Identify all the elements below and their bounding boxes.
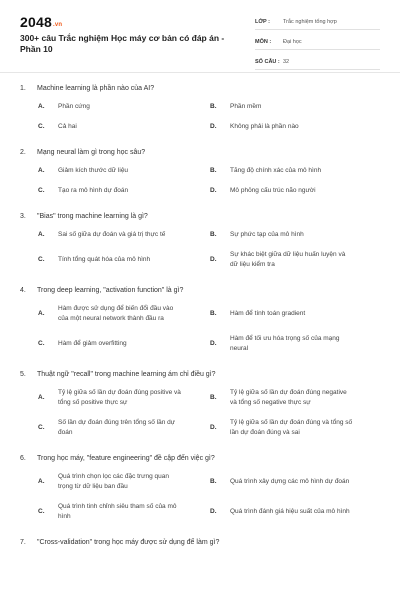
option-text: Số lần dự đoán đúng trên tổng số lần dự đoán bbox=[58, 419, 176, 436]
header-divider bbox=[0, 72, 400, 73]
question-item bbox=[20, 82, 380, 132]
answer-option[interactable] bbox=[20, 230, 192, 240]
meta-value: 32 bbox=[283, 58, 290, 65]
answer-options bbox=[20, 166, 380, 196]
option-letter: A. bbox=[38, 478, 45, 485]
answer-option[interactable] bbox=[20, 472, 192, 492]
question-text bbox=[20, 146, 380, 159]
option-letter: B. bbox=[210, 310, 217, 317]
meta-value: Đại học bbox=[283, 38, 302, 45]
question-text bbox=[20, 536, 380, 549]
option-text: Tỷ lệ giữa số lần dự đoán đúng negative và tổng số negative thực sự bbox=[230, 389, 347, 406]
answer-option[interactable] bbox=[20, 250, 192, 270]
option-text: Sự khác biệt giữa dữ liệu huấn luyện và dữ liệu kiểm tra bbox=[230, 251, 346, 268]
document-meta bbox=[255, 14, 380, 70]
option-letter: A. bbox=[38, 394, 45, 401]
option-letter: B. bbox=[210, 478, 217, 485]
answer-option[interactable] bbox=[192, 418, 364, 438]
question-prompt: Trong deep learning, "activation function" là gì? bbox=[37, 287, 184, 294]
question-number: 1. bbox=[20, 85, 26, 92]
option-letter: D. bbox=[210, 123, 217, 130]
answer-option[interactable] bbox=[192, 472, 364, 492]
option-text: Quá trình xây dựng các mô hình dự đoán bbox=[230, 478, 350, 485]
option-letter: A. bbox=[38, 310, 45, 317]
option-text: Cả hai bbox=[58, 123, 77, 130]
option-text: Hàm để giảm overfitting bbox=[58, 340, 127, 347]
question-item bbox=[20, 146, 380, 196]
answer-option[interactable] bbox=[20, 334, 192, 354]
answer-options bbox=[20, 304, 380, 354]
option-text: Sự phức tạp của mô hình bbox=[230, 231, 304, 238]
option-letter: C. bbox=[38, 424, 45, 431]
option-letter: D. bbox=[210, 187, 217, 194]
meta-label: SỐ CÂU : bbox=[255, 58, 280, 65]
option-letter: B. bbox=[210, 167, 217, 174]
option-letter: C. bbox=[38, 340, 45, 347]
question-item bbox=[20, 284, 380, 354]
answer-option[interactable] bbox=[192, 334, 364, 354]
option-letter: D. bbox=[210, 424, 217, 431]
meta-value: Trắc nghiệm tổng hợp bbox=[283, 18, 337, 25]
answer-option[interactable] bbox=[192, 102, 364, 112]
question-number: 5. bbox=[20, 371, 26, 378]
question-item bbox=[20, 210, 380, 270]
option-text: Tăng độ chính xác của mô hình bbox=[230, 167, 322, 174]
question-text bbox=[20, 210, 380, 223]
question-item bbox=[20, 368, 380, 438]
option-letter: C. bbox=[38, 187, 45, 194]
option-letter: D. bbox=[210, 256, 217, 263]
answer-option[interactable] bbox=[20, 304, 192, 324]
question-prompt: Thuật ngữ "recall" trong machine learning ám chỉ điều gì? bbox=[37, 371, 216, 378]
answer-option[interactable] bbox=[192, 230, 364, 240]
option-text: Tạo ra mô hình dự đoán bbox=[58, 187, 129, 194]
logo-tld: .vn bbox=[52, 22, 63, 28]
site-logo[interactable] bbox=[20, 14, 62, 30]
answer-option[interactable] bbox=[20, 502, 192, 522]
question-prompt: Mạng neural làm gì trong học sâu? bbox=[37, 149, 146, 156]
option-letter: C. bbox=[38, 256, 45, 263]
option-text: Quá trình chọn lọc các đặc trưng quan trọng từ dữ liệu ban đầu bbox=[58, 473, 169, 490]
answer-options bbox=[20, 230, 380, 270]
option-text: Sai số giữa dự đoán và giá trị thực tế bbox=[58, 231, 166, 238]
answer-option[interactable] bbox=[192, 388, 364, 408]
option-text: Tính tổng quát hóa của mô hình bbox=[58, 256, 151, 263]
question-prompt: Machine learning là phần nào của AI? bbox=[37, 85, 155, 92]
logo-main: 2048 bbox=[20, 14, 52, 30]
meta-row-count bbox=[255, 54, 380, 70]
option-text: Tỷ lệ giữa số lần dự đoán đúng và tổng số lần dự đoán đúng và sai bbox=[230, 419, 353, 436]
question-prompt: "Cross-validation" trong học máy được sử dụng để làm gì? bbox=[37, 539, 220, 546]
option-text: Phần mềm bbox=[230, 103, 262, 110]
answer-option[interactable] bbox=[192, 250, 364, 270]
meta-label: MÔN : bbox=[255, 38, 272, 45]
question-list bbox=[20, 82, 380, 563]
question-prompt: Trong học máy, "feature engineering" đề cập đến việc gì? bbox=[37, 455, 215, 462]
answer-option[interactable] bbox=[192, 304, 364, 324]
question-number: 2. bbox=[20, 149, 26, 156]
question-item bbox=[20, 536, 380, 549]
document-header bbox=[0, 0, 400, 72]
question-text bbox=[20, 284, 380, 297]
answer-options bbox=[20, 102, 380, 132]
answer-option[interactable] bbox=[20, 122, 192, 132]
question-prompt: "Bias" trong machine learning là gì? bbox=[37, 213, 148, 220]
option-text: Không phải là phần nào bbox=[230, 123, 299, 130]
answer-option[interactable] bbox=[20, 166, 192, 176]
question-number: 3. bbox=[20, 213, 26, 220]
question-number: 6. bbox=[20, 455, 26, 462]
answer-option[interactable] bbox=[20, 418, 192, 438]
question-text bbox=[20, 452, 380, 465]
option-text: Hàm để tính toán gradient bbox=[230, 310, 306, 317]
option-letter: B. bbox=[210, 231, 217, 238]
meta-row-subject bbox=[255, 34, 380, 50]
answer-option[interactable] bbox=[192, 122, 364, 132]
answer-option[interactable] bbox=[20, 388, 192, 408]
option-letter: C. bbox=[38, 123, 45, 130]
option-letter: B. bbox=[210, 103, 217, 110]
question-text bbox=[20, 82, 380, 95]
question-item bbox=[20, 452, 380, 522]
option-text: Hàm để tối ưu hóa trọng số của mạng neural bbox=[230, 335, 340, 352]
question-text bbox=[20, 368, 380, 381]
option-letter: D. bbox=[210, 340, 217, 347]
option-letter: C. bbox=[38, 508, 45, 515]
option-text: Hàm được sử dụng để biến đổi đầu vào của một neural network thành đầu ra bbox=[58, 305, 174, 322]
option-text: Quá trình tinh chỉnh siêu tham số của mô hình bbox=[58, 503, 177, 520]
question-number: 4. bbox=[20, 287, 26, 294]
question-number: 7. bbox=[20, 539, 26, 546]
answer-option[interactable] bbox=[20, 186, 192, 196]
option-text: Phần cứng bbox=[58, 103, 90, 110]
meta-row-class bbox=[255, 14, 380, 30]
answer-options bbox=[20, 388, 380, 438]
answer-options bbox=[20, 472, 380, 522]
option-text: Tỷ lệ giữa số lần dự đoán đúng positive và tổng số positive thực sự bbox=[58, 389, 181, 406]
option-text: Quá trình đánh giá hiệu suất của mô hình bbox=[230, 508, 350, 515]
answer-option[interactable] bbox=[192, 502, 364, 522]
option-text: Mô phỏng cấu trúc não người bbox=[230, 187, 316, 194]
page-title: 300+ câu Trắc nghiệm Học máy cơ bản có đáp án - Phần 10 bbox=[20, 33, 225, 54]
option-text: Giảm kích thước dữ liệu bbox=[58, 167, 129, 174]
answer-option[interactable] bbox=[20, 102, 192, 112]
answer-option[interactable] bbox=[192, 166, 364, 176]
answer-option[interactable] bbox=[192, 186, 364, 196]
option-letter: B. bbox=[210, 394, 217, 401]
option-letter: A. bbox=[38, 103, 45, 110]
meta-label: LỚP : bbox=[255, 18, 270, 25]
option-letter: A. bbox=[38, 231, 45, 238]
option-letter: A. bbox=[38, 167, 45, 174]
option-letter: D. bbox=[210, 508, 217, 515]
